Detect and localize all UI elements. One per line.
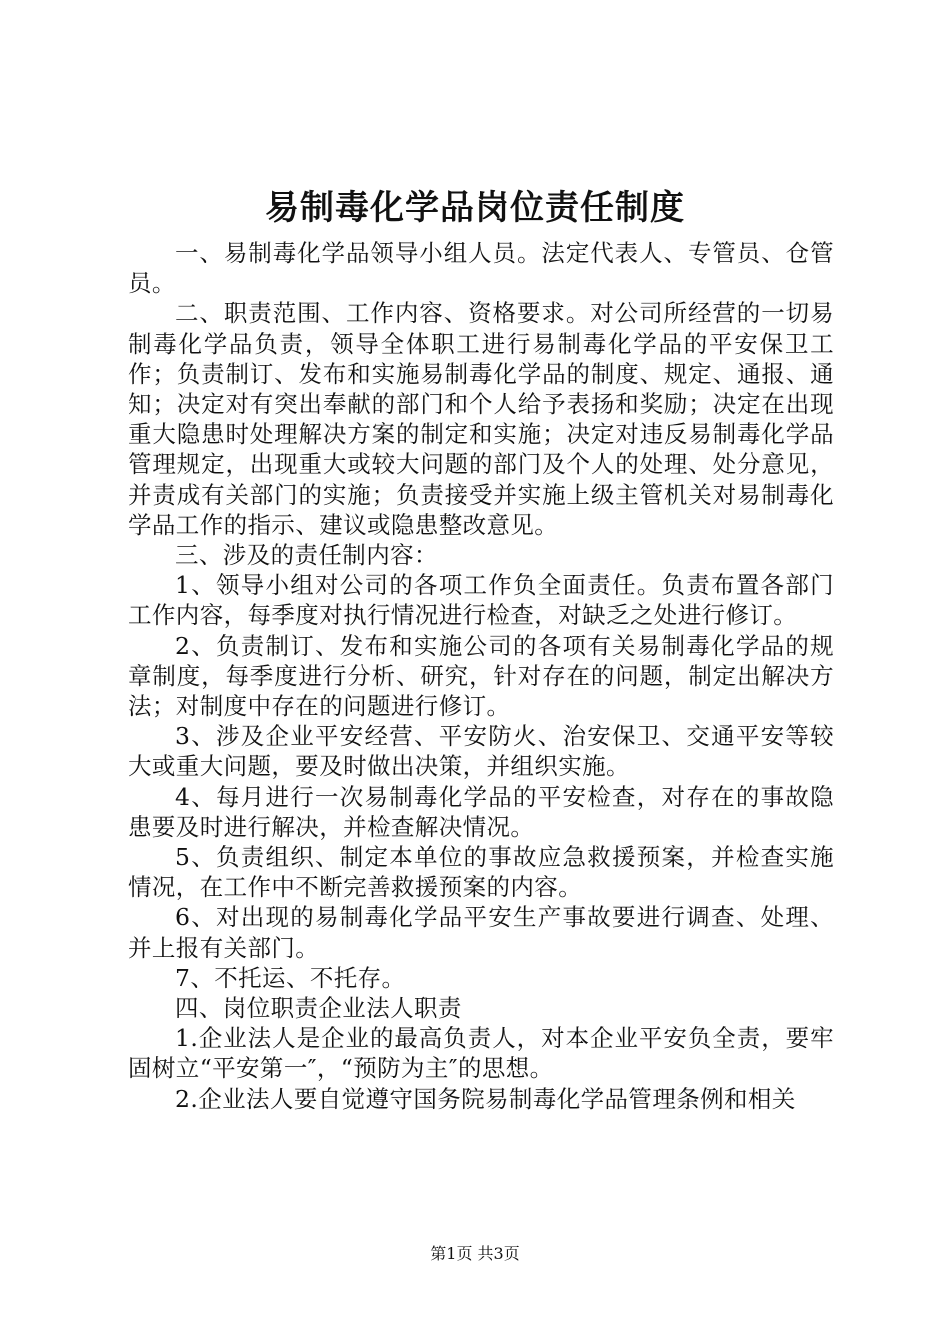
paragraph: 3、涉及企业平安经营、平安防火、治安保卫、交通平安等较大或重大问题，要及时做出决策，并组织实施。 bbox=[128, 722, 834, 781]
page-footer: 第1页 共3页 bbox=[430, 1244, 520, 1263]
document-title: 易制毒化学品岗位责任制度 bbox=[265, 188, 685, 228]
paragraph: 1.企业法人是企业的最高负责人，对本企业平安负全责，要牢固树立“平安第一″，“预防为主″的思想。 bbox=[128, 1024, 834, 1083]
paragraph: 6、对出现的易制毒化学品平安生产事故要进行调查、处理、并上报有关部门。 bbox=[128, 903, 834, 962]
paragraph: 5、负责组织、制定本单位的事故应急救援预案，并检查实施情况，在工作中不断完善救援预案的内容。 bbox=[128, 843, 834, 902]
paragraph: 2.企业法人要自觉遵守国务院易制毒化学品管理条例和相关 bbox=[175, 1084, 796, 1113]
paragraph: 一、易制毒化学品领导小组人员。法定代表人、专管员、仓管员。 bbox=[128, 239, 834, 298]
paragraph: 2、负责制订、发布和实施公司的各项有关易制毒化学品的规章制度，每季度进行分析、研究，针对存在的问题，制定出解决方法；对制度中存在的问题进行修订。 bbox=[128, 631, 834, 721]
paragraph: 7、不托运、不托存。 bbox=[175, 963, 406, 992]
document-body bbox=[128, 238, 834, 1114]
paragraph: 四、岗位职责企业法人职责 bbox=[175, 994, 462, 1023]
paragraph: 三、涉及的责任制内容： bbox=[175, 541, 438, 570]
paragraph: 1、领导小组对公司的各项工作负全面责任。负责布置各部门工作内容，每季度对执行情况进行检查，对缺乏之处进行修订。 bbox=[128, 571, 834, 630]
paragraph: 4、每月进行一次易制毒化学品的平安检查，对存在的事故隐患要及时进行解决，并检查解决情况。 bbox=[128, 782, 834, 841]
paragraph: 二、职责范围、工作内容、资格要求。对公司所经营的一切易制毒化学品负责，领导全体职工进行易制毒化学品的平安保卫工作；负责制订、发布和实施易制毒化学品的制度、规定、通报、通知；决定对有突出奉献的部门和个人给予表扬和奖励；决定在出现重大隐患时处理解决方案的制定和实施；决定对违反易制毒化学品管理规定，出现重大或较大问题的部门及个人的处理、处分意见，并责成有关部门的实施；负责接受并实施上级主管机关对易制毒化学品工作的指示、建议或隐患整改意见。 bbox=[128, 299, 834, 539]
